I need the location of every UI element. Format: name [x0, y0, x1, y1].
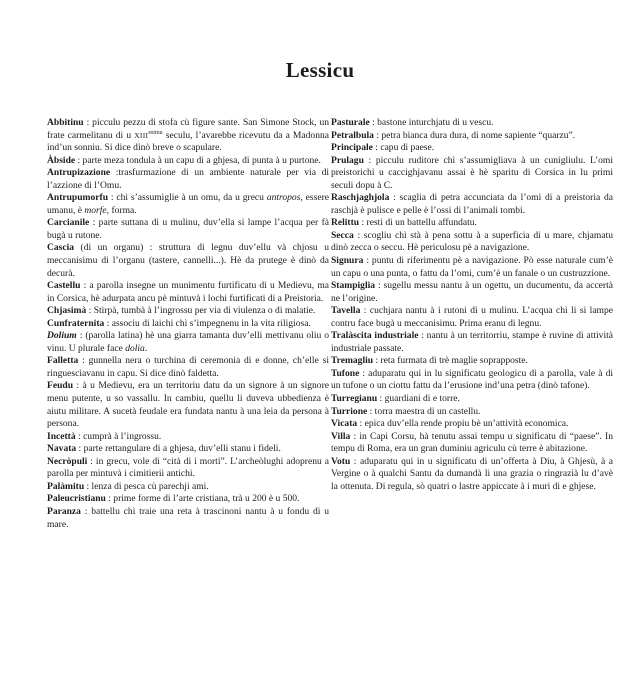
- glossary-entry: [47, 443, 329, 456]
- entry-term: Tufone: [331, 367, 360, 379]
- glossary-entry: [331, 130, 613, 143]
- glossary-entry: [331, 255, 613, 280]
- entry-term: Tralàscita industriale: [331, 330, 419, 342]
- entry-term: Turrione: [331, 405, 368, 417]
- entry-term: Palàmitu: [47, 480, 85, 492]
- glossary-column-left: [47, 117, 329, 531]
- entry-italic-word: dolia: [125, 342, 145, 354]
- entry-definition: : cuchjara nantu à i rutoni di u mulinu. L’acqua chì li si lampe contru face bugà u meccanisimu. Prima eranu di legnu.: [331, 305, 613, 329]
- glossary-entry: [47, 506, 329, 531]
- entry-definition: : bastone inturchjatu di u vescu.: [369, 117, 494, 128]
- glossary-entry: [47, 280, 329, 305]
- entry-definition: : parte meza tondula à un capu di a ghjesa, di punta à u purtone.: [75, 154, 321, 166]
- entry-definition: : in grecu, vole di “cità di i morti”. L’archeòlughi adoprenu a parolla per mintuvà i cimitierii antichi.: [47, 455, 329, 480]
- entry-definition: : reta furmata di trè maglie soprapposte.: [373, 355, 528, 367]
- entry-definition: : picculu pezzu di stofa cù figure sante. San Simone Stock, un frate carmelitanu di u: [47, 117, 329, 141]
- entry-definition: (di un organu) : struttura di legnu duv’ellu và chjosu u meccanisimu di l’organu (tastere, cannelli...). Hè da prutege è dinò da decurà.: [47, 242, 329, 279]
- glossary-entry: [331, 192, 613, 217]
- entry-term: Tavella: [331, 305, 361, 317]
- entry-definition: : resti di un battellu affundatu.: [359, 217, 477, 229]
- entry-term: Paranza: [47, 505, 81, 517]
- entry-term: Stampiglia: [331, 280, 376, 292]
- entry-term: Principale: [331, 142, 373, 154]
- glossary-entry: [47, 242, 329, 280]
- glossary-entry: [331, 456, 613, 494]
- glossary-entry: [331, 330, 613, 355]
- entry-term: Antrupumorfu: [47, 192, 109, 204]
- entry-term: Tremagliu: [331, 355, 374, 367]
- entry-term: Cascia: [47, 242, 75, 254]
- century-numeral: XIII: [134, 130, 149, 140]
- glossary-entry: [47, 305, 329, 318]
- entry-term: Votu: [331, 455, 351, 467]
- entry-term: Raschjaghjola: [331, 192, 390, 204]
- page-title: Lessicu: [285, 58, 355, 82]
- entry-definition: : lenza di pesca cù parechji ami.: [84, 480, 209, 492]
- glossary-entry: [331, 280, 613, 305]
- entry-definition: : battellu chì traie una reta à trascinoni nantu à u fondu di u mare.: [47, 505, 329, 530]
- entry-definition: : gunnella nera o turchina di ceremonia di e donne, ch’elle si ringuesciavanu in capu. Si dice dinò faldetta.: [47, 355, 329, 379]
- entry-definition: :trasfurmazione di un ambiente naturale per via di l’azzione di l’Omu.: [47, 167, 329, 191]
- entry-italic-word: morfe: [84, 204, 107, 216]
- glossary-entry: [47, 456, 329, 481]
- glossary-entry: [331, 305, 613, 330]
- entry-term: Villa: [331, 430, 351, 442]
- glossary-entry: [331, 142, 613, 155]
- entry-definition: : parte suttana di u mulinu, duv’ella si lampe l’acqua per fà bugà u rutone.: [47, 217, 329, 241]
- entry-term: Incettà: [47, 430, 76, 442]
- glossary-entry: [47, 330, 329, 355]
- entry-term: Falletta: [47, 355, 79, 367]
- entry-definition: : a parolla insegne un munimentu furtificatu di u Medievu, ma in Corsica, hè adurpata ancu pè mintuvà i lochi furtificati di a Preistoria.: [47, 280, 329, 304]
- entry-term: Feudu: [47, 380, 73, 392]
- glossary-entry: [331, 418, 613, 431]
- entry-definition: : (parolla latina) hè una giarra tamanta duv’elli mettivanu oliu o vinu. U plurale face: [47, 330, 329, 354]
- entry-definition: : petra bianca dura dura, di nome sapiente “quarzu”.: [373, 129, 576, 141]
- glossary-entry: [331, 355, 613, 368]
- entry-term: Navata: [47, 443, 77, 455]
- entry-term: Chjasimà: [47, 305, 87, 317]
- entry-term: Àbside: [47, 154, 76, 166]
- glossary-entry: [47, 431, 329, 444]
- glossary-entry: [47, 167, 329, 192]
- glossary-entry: [331, 230, 613, 255]
- entry-definition: : puntu di riferimentu pè a navigazione. Pò esse naturale cum’è un capu o una punta, o fattu da l’omi, cum’è un fanale o un custruzzione.: [331, 255, 613, 279]
- glossary-entry: [47, 318, 329, 331]
- entry-definition: : nantu à un territorriu, stampe è ruvine di attività industriale passate.: [331, 330, 613, 354]
- entry-term: Castellu: [47, 280, 81, 292]
- entry-definition: : picculu ruditore chì s’assumigliava à un cunigliulu. L’omi preistorichi u caccighjavanu assai è hè sparitu di Corsica in lu primi seculi dopu à C.: [331, 154, 613, 191]
- glossary-entry: [47, 117, 329, 155]
- entry-term: Carcianile: [47, 217, 90, 229]
- entry-definition: : chì s’assumiglie à un omu, da u grecu: [108, 192, 267, 204]
- entry-definition: : scaglia di petra accunciata da l’omi di a preistoria da raschjà è pulisce e pelle è l’ossi di l’animali tombi.: [331, 192, 613, 216]
- entry-definition: : aduparatu qui in u significatu di un’offerta à Diu, à Ghjesù, à a Vergine o à qualchi Santu da dumandà li una grazia o ringrazià lu d’avè la ottenuta. Di regula, sò quatri o lastre appiccate à i muri di e ghjese.: [331, 455, 613, 492]
- entry-term: Prulagu: [331, 154, 364, 166]
- glossary-entry: [47, 355, 329, 380]
- entry-term: Relittu: [331, 217, 360, 229]
- glossary-entry: [331, 155, 613, 193]
- glossary-entry: [47, 155, 329, 168]
- entry-term: Necròpuli: [47, 455, 88, 467]
- entry-definition: : associu di laichi chì s’impegnenu in la vita riligiosa.: [104, 317, 311, 329]
- entry-definition: : à u Medievu, era un territoriu datu da un signore à un signore menu putente, u so vassallu. In cambiu, quellu li duveva ubbedienza è aiutu militare. A sucetà feudale era fundata nantu à una leia da persona à persona.: [47, 380, 329, 430]
- entry-definition-cont: .: [144, 342, 148, 354]
- entry-term: Turregianu: [331, 393, 378, 405]
- glossary-entry: [331, 431, 613, 456]
- entry-definition: : Stirpà, tumbà à l’ingrossu per via di viulenza o di malatie.: [86, 305, 316, 317]
- entry-definition-cont: seculu, l’avarebbe ricevutu da a Madonna ind’un sonniu. Si dice dinò breve o scapulare.: [47, 129, 329, 154]
- entry-definition: : in Capi Corsu, hà tenutu assai tempu u significatu di “paese”. In tempu di Roma, era un gran duminiu agriculu cù terre è abitazione.: [331, 430, 613, 455]
- glossary-entry: [47, 217, 329, 242]
- entry-term: Pasturale: [331, 117, 370, 128]
- entry-definition-cont: , forma.: [106, 204, 137, 216]
- entry-term: Antrupizazione: [47, 167, 111, 179]
- entry-term: Cunfraternita: [47, 317, 105, 329]
- entry-definition: : parte rettangulare di a ghjesa, duv’elli stanu i fideli.: [76, 443, 281, 455]
- glossary-entry: [331, 217, 613, 230]
- entry-definition: : scogliu chì stà à pena sottu à a superficia di u mare, chjamatu dinò zecca o seccu. Hè periculosu pè a navigazione.: [331, 229, 613, 254]
- glossary-entry: [47, 380, 329, 430]
- entry-definition-cont: , essere umanu, è: [47, 192, 329, 216]
- entry-term: Paleucristianu: [47, 493, 106, 505]
- glossary-entry: [331, 406, 613, 419]
- glossary-column-right: [331, 117, 613, 493]
- glossary-entry: [331, 117, 613, 130]
- entry-term: Signura: [331, 255, 364, 267]
- entry-definition: : torra maestra di un castellu.: [367, 405, 481, 417]
- entry-term: Vicata: [331, 418, 358, 430]
- glossary-entry: [47, 192, 329, 217]
- ordinal-suffix: esimu: [148, 129, 163, 136]
- entry-definition: : capu di paese.: [372, 142, 435, 154]
- entry-definition: : cumprà à l’ingrossu.: [75, 430, 162, 442]
- entry-definition: : aduparatu qui in lu significatu geologicu di a parolla, vale à di un tufone o un ciottu fattu da l’erusione ind’una petra (dinò tafone).: [331, 367, 613, 392]
- entry-term: Abbitinu: [47, 117, 84, 128]
- entry-term: Secca: [331, 229, 354, 241]
- entry-definition: : guardiani di e torre.: [377, 393, 460, 405]
- entry-italic-word: antropos: [266, 192, 301, 204]
- glossary-entry: [47, 493, 329, 506]
- entry-definition: : sugellu messu nantu à un ogettu, un ducumentu, da accertà ne l’origine.: [331, 280, 613, 304]
- glossary-entry: [331, 368, 613, 393]
- entry-term: Dolium: [47, 330, 77, 342]
- glossary-entry: [47, 481, 329, 494]
- glossary-entry: [331, 393, 613, 406]
- entry-definition: : prime forme di l’arte cristiana, trà u 200 è u 500.: [105, 493, 300, 505]
- entry-definition: : epica duv’ella rende propiu bè un’attività economica.: [357, 418, 569, 430]
- entry-term: Petralbula: [331, 129, 374, 141]
